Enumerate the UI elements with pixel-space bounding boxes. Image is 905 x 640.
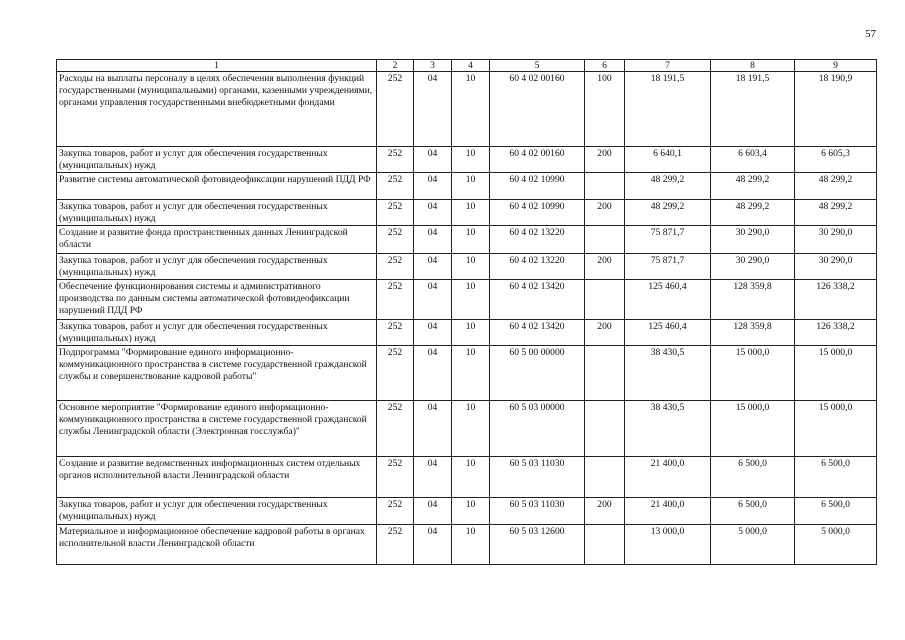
subsection-code-cell: 10 (452, 200, 490, 226)
amount-col9-cell: 6 500,0 (795, 457, 877, 498)
section-code-cell: 04 (414, 498, 452, 525)
subsection-code-cell: 10 (452, 346, 490, 401)
expense-type-cell: 200 (585, 147, 625, 173)
amount-col7-cell: 21 400,0 (625, 457, 711, 498)
row-name-cell: Закупка товаров, работ и услуг для обеспечения государственных (муниципальных) нужд (57, 254, 377, 280)
ministry-code-cell: 252 (377, 498, 414, 525)
section-code-cell: 04 (414, 200, 452, 226)
expense-type-cell (585, 525, 625, 565)
amount-col9-cell: 30 290,0 (795, 226, 877, 254)
ministry-code-cell: 252 (377, 173, 414, 200)
section-code-cell: 04 (414, 346, 452, 401)
table-row (57, 498, 877, 525)
page-number: 57 (865, 28, 876, 40)
row-name-cell: Материальное и информационное обеспечение кадровой работы в органах исполнительной власти Ленинградской области (57, 525, 377, 565)
section-code-cell: 04 (414, 525, 452, 565)
table-header-row (57, 60, 877, 72)
expense-type-cell (585, 457, 625, 498)
amount-col7-cell: 13 000,0 (625, 525, 711, 565)
target-code-cell: 60 4 02 10990 (490, 200, 585, 226)
amount-col9-cell: 48 299,2 (795, 173, 877, 200)
row-name-cell: Закупка товаров, работ и услуг для обеспечения государственных (муниципальных) нужд (57, 147, 377, 173)
subsection-code-cell: 10 (452, 72, 490, 147)
amount-col9-cell: 126 338,2 (795, 280, 877, 320)
amount-col7-cell: 18 191,5 (625, 72, 711, 147)
column-header: 9 (795, 60, 877, 72)
section-code-cell: 04 (414, 280, 452, 320)
ministry-code-cell: 252 (377, 280, 414, 320)
amount-col9-cell: 6 605,3 (795, 147, 877, 173)
table-row (57, 320, 877, 346)
amount-col8-cell: 48 299,2 (711, 200, 795, 226)
target-code-cell: 60 5 00 00000 (490, 346, 585, 401)
target-code-cell: 60 5 03 12600 (490, 525, 585, 565)
table-row (57, 457, 877, 498)
subsection-code-cell: 10 (452, 525, 490, 565)
expense-type-cell: 200 (585, 254, 625, 280)
amount-col9-cell: 6 500,0 (795, 498, 877, 525)
amount-col8-cell: 128 359,8 (711, 320, 795, 346)
target-code-cell: 60 5 03 11030 (490, 498, 585, 525)
subsection-code-cell: 10 (452, 254, 490, 280)
subsection-code-cell: 10 (452, 401, 490, 457)
column-header: 1 (57, 60, 377, 72)
table-row (57, 280, 877, 320)
amount-col8-cell: 18 191,5 (711, 72, 795, 147)
section-code-cell: 04 (414, 320, 452, 346)
amount-col7-cell: 125 460,4 (625, 320, 711, 346)
amount-col7-cell: 48 299,2 (625, 173, 711, 200)
target-code-cell: 60 4 02 13220 (490, 226, 585, 254)
table-row (57, 346, 877, 401)
amount-col8-cell: 6 603,4 (711, 147, 795, 173)
row-name-cell: Расходы на выплаты персоналу в целях обеспечения выполнения функций государственными (муниципальными) органами, казенными учреждениями, органами управления государственными внебюджетными фондами (57, 72, 377, 147)
amount-col9-cell: 15 000,0 (795, 401, 877, 457)
target-code-cell: 60 4 02 00160 (490, 147, 585, 173)
ministry-code-cell: 252 (377, 147, 414, 173)
column-header: 3 (414, 60, 452, 72)
amount-col7-cell: 6 640,1 (625, 147, 711, 173)
ministry-code-cell: 252 (377, 320, 414, 346)
expense-type-cell: 200 (585, 320, 625, 346)
ministry-code-cell: 252 (377, 457, 414, 498)
column-header: 2 (377, 60, 414, 72)
target-code-cell: 60 5 03 11030 (490, 457, 585, 498)
row-name-cell: Основное мероприятие "Формирование единого информационно-коммуникационного пространства в системе государственной гражданской службы Ленинградской области (Электронная госслужба)" (57, 401, 377, 457)
amount-col8-cell: 30 290,0 (711, 254, 795, 280)
expense-type-cell (585, 173, 625, 200)
amount-col8-cell: 5 000,0 (711, 525, 795, 565)
ministry-code-cell: 252 (377, 401, 414, 457)
target-code-cell: 60 4 02 00160 (490, 72, 585, 147)
amount-col8-cell: 15 000,0 (711, 401, 795, 457)
target-code-cell: 60 5 03 00000 (490, 401, 585, 457)
section-code-cell: 04 (414, 254, 452, 280)
amount-col7-cell: 75 871,7 (625, 254, 711, 280)
table-row (57, 72, 877, 147)
column-header: 5 (490, 60, 585, 72)
amount-col7-cell: 75 871,7 (625, 226, 711, 254)
target-code-cell: 60 4 02 13220 (490, 254, 585, 280)
table-row (57, 200, 877, 226)
column-header: 8 (711, 60, 795, 72)
amount-col9-cell: 18 190,9 (795, 72, 877, 147)
column-header: 6 (585, 60, 625, 72)
ministry-code-cell: 252 (377, 200, 414, 226)
amount-col8-cell: 6 500,0 (711, 498, 795, 525)
ministry-code-cell: 252 (377, 346, 414, 401)
table-row (57, 226, 877, 254)
subsection-code-cell: 10 (452, 457, 490, 498)
amount-col8-cell: 128 359,8 (711, 280, 795, 320)
amount-col8-cell: 30 290,0 (711, 226, 795, 254)
amount-col8-cell: 48 299,2 (711, 173, 795, 200)
ministry-code-cell: 252 (377, 72, 414, 147)
amount-col9-cell: 48 299,2 (795, 200, 877, 226)
row-name-cell: Создание и развитие фонда пространственных данных Ленинградской области (57, 226, 377, 254)
budget-table (56, 59, 877, 565)
column-header: 4 (452, 60, 490, 72)
subsection-code-cell: 10 (452, 320, 490, 346)
amount-col9-cell: 30 290,0 (795, 254, 877, 280)
ministry-code-cell: 252 (377, 525, 414, 565)
column-header: 7 (625, 60, 711, 72)
subsection-code-cell: 10 (452, 226, 490, 254)
amount-col7-cell: 38 430,5 (625, 401, 711, 457)
amount-col7-cell: 38 430,5 (625, 346, 711, 401)
row-name-cell: Подпрограмма "Формирование единого информационно-коммуникационного пространства в системе государственной гражданской службы и совершенствование кадровой работы" (57, 346, 377, 401)
table-row (57, 254, 877, 280)
row-name-cell: Создание и развитие ведомственных информационных систем отдельных органов исполнительной власти Ленинградской области (57, 457, 377, 498)
subsection-code-cell: 10 (452, 498, 490, 525)
row-name-cell: Закупка товаров, работ и услуг для обеспечения государственных (муниципальных) нужд (57, 320, 377, 346)
row-name-cell: Развитие системы автоматической фотовидеофиксации нарушений ПДД РФ (57, 173, 377, 200)
expense-type-cell: 200 (585, 200, 625, 226)
expense-type-cell: 200 (585, 498, 625, 525)
amount-col9-cell: 5 000,0 (795, 525, 877, 565)
table-row (57, 525, 877, 565)
section-code-cell: 04 (414, 401, 452, 457)
target-code-cell: 60 4 02 13420 (490, 320, 585, 346)
section-code-cell: 04 (414, 72, 452, 147)
target-code-cell: 60 4 02 10990 (490, 173, 585, 200)
subsection-code-cell: 10 (452, 147, 490, 173)
amount-col9-cell: 15 000,0 (795, 346, 877, 401)
amount-col8-cell: 6 500,0 (711, 457, 795, 498)
expense-type-cell: 100 (585, 72, 625, 147)
amount-col7-cell: 125 460,4 (625, 280, 711, 320)
ministry-code-cell: 252 (377, 254, 414, 280)
amount-col7-cell: 48 299,2 (625, 200, 711, 226)
expense-type-cell (585, 401, 625, 457)
expense-type-cell (585, 226, 625, 254)
row-name-cell: Закупка товаров, работ и услуг для обеспечения государственных (муниципальных) нужд (57, 498, 377, 525)
expense-type-cell (585, 280, 625, 320)
expense-type-cell (585, 346, 625, 401)
section-code-cell: 04 (414, 173, 452, 200)
section-code-cell: 04 (414, 457, 452, 498)
target-code-cell: 60 4 02 13420 (490, 280, 585, 320)
subsection-code-cell: 10 (452, 280, 490, 320)
section-code-cell: 04 (414, 226, 452, 254)
amount-col7-cell: 21 400,0 (625, 498, 711, 525)
table-row (57, 147, 877, 173)
ministry-code-cell: 252 (377, 226, 414, 254)
table-row (57, 173, 877, 200)
row-name-cell: Закупка товаров, работ и услуг для обеспечения государственных (муниципальных) нужд (57, 200, 377, 226)
amount-col8-cell: 15 000,0 (711, 346, 795, 401)
table-row (57, 401, 877, 457)
row-name-cell: Обеспечение функционирования системы и административного производства по данным системы автоматической фотовидеофиксации нарушений ПДД РФ (57, 280, 377, 320)
subsection-code-cell: 10 (452, 173, 490, 200)
section-code-cell: 04 (414, 147, 452, 173)
amount-col9-cell: 126 338,2 (795, 320, 877, 346)
